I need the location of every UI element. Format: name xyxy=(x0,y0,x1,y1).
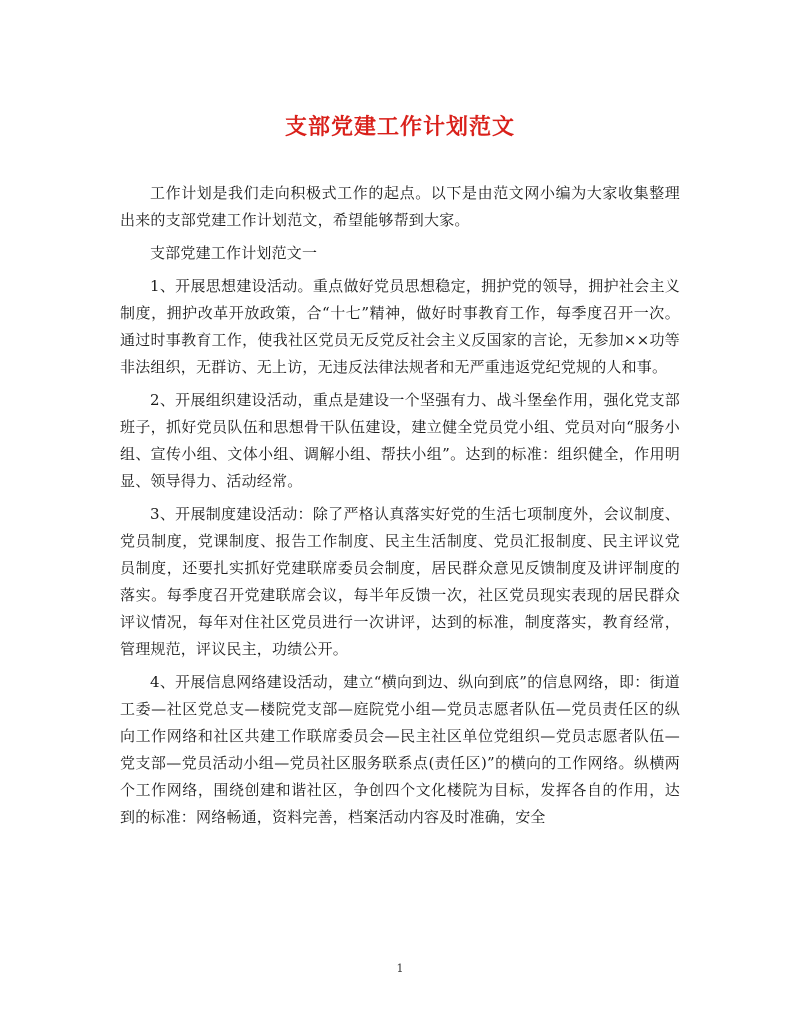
document-body xyxy=(120,180,680,837)
section-heading: 支部党建工作计划范文一 xyxy=(150,244,318,262)
paragraph-item-4: 4、开展信息网络建设活动，建立“横向到边、纵向到底”的信息网络，即：街道工委—社区党总支—楼院党支部—庭院党小组—党员志愿者队伍—党员责任区的纵向工作网络和社区共建工作联席委员会—民主社区单位党组织—党员志愿者队伍—党支部—党员活动小组—党员社区服务联系点(责任区)”的横向的工作网络。纵横两个工作网络，围绕创建和谐社区，争创四个文化楼院为目标，发挥各自的作用，达到的标准：网络畅通，资料完善，档案活动内容及时准确，安全 xyxy=(120,673,680,826)
page-number: 1 xyxy=(396,962,404,975)
paragraph-item-3: 3、开展制度建设活动：除了严格认真落实好党的生活七项制度外，会议制度、党员制度，党课制度、报告工作制度、民主生活制度、党员汇报制度、民主评议党员制度，还要扎实抓好党建联席委员会制度，居民群众意见反馈制度及讲评制度的落实。每季度召开党建联席会议，每半年反馈一次，社区党员现实表现的居民群众评议情况，每年对住社区党员进行一次讲评，达到的标准，制度落实，教育经常，管理规范，评议民主，功绩公开。 xyxy=(120,505,680,658)
paragraph-item-1: 1、开展思想建设活动。重点做好党员思想稳定，拥护党的领导，拥护社会主义制度，拥护改革开放政策，合“十七”精神，做好时事教育工作，每季度召开一次。通过时事教育工作，使我社区党员无反党反社会主义反国家的言论，无参加××功等非法组织，无群访、无上访，无违反法律法规者和无严重违返党纪党规的人和事。 xyxy=(120,277,680,376)
paragraph-item-2: 2、开展组织建设活动，重点是建设一个坚强有力、战斗堡垒作用，强化党支部班子，抓好党员队伍和思想骨干队伍建设，建立健全党员党小组、党员对向“服务小组、宣传小组、文体小组、调解小组、帮扶小组”。达到的标准：组织健全，作用明显、领导得力、活动经常。 xyxy=(120,391,680,490)
page-title: 支部党建工作计划范文 xyxy=(284,114,515,140)
intro-paragraph: 工作计划是我们走向积极式工作的起点。以下是由范文网小编为大家收集整理出来的支部党建工作计划范文，希望能够帮到大家。 xyxy=(120,184,680,229)
